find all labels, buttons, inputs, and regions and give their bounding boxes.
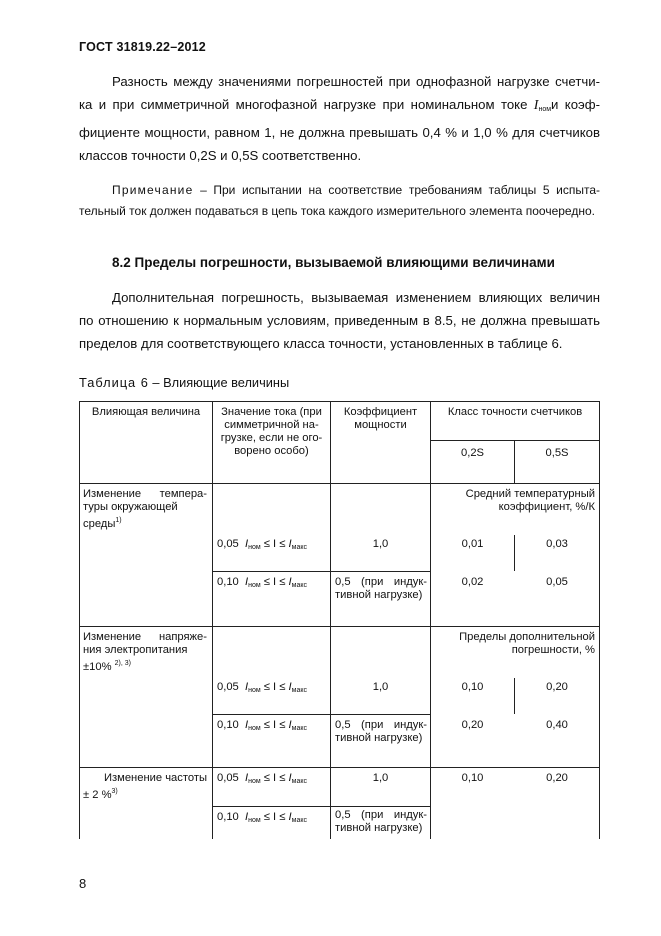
group-2-row-1-current: 0,05 $I_{ном} \le I \le I_{макс}$ [217, 681, 307, 694]
table-caption: Таблица 6 – Влияющие величины [79, 375, 290, 390]
header-power-factor: Коэффициент мощности [343, 406, 418, 431]
page-number: 8 [79, 876, 87, 891]
group-2-row-2-current: 0,10 $I_{ном} \le I \le I_{макс}$ [217, 719, 307, 732]
document-header: ГОСТ 31819.22–2012 [79, 40, 206, 54]
group-3-row-1-current: 0,05 $I_{ном} \le I \le I_{макс}$ [217, 772, 307, 785]
group-1-row-2-class-02s: 0,02 [461, 576, 484, 588]
header-bottom-line [79, 483, 600, 484]
group-3-row-1-pf: 1,0 [372, 772, 389, 784]
group-2-row-2-pf: 0,5 (при индук- тивной нагрузке) [335, 719, 427, 744]
paragraph-2 [79, 286, 600, 355]
table-border-right [599, 401, 600, 839]
paragraph-1-line-4: классов точности 0,2S и 0,5S соответственно. [79, 148, 362, 163]
group-2-note-ref: 2), 3) [114, 660, 131, 667]
group-1-row-1-class-05s: 0,03 [546, 538, 568, 550]
current-subscript: ном [538, 106, 552, 113]
paragraph-2-line-3: пределов для соответствующего класса точности, установленных в таблице 6. [79, 336, 563, 351]
note-block [79, 180, 600, 222]
group-2-unit-title: Пределы дополнительной погрешности, % [459, 631, 595, 656]
paragraph-2-line-2: по отношению к нормальным условиям, приведенным в 8.5, не должна превышать [79, 313, 600, 328]
group-2-row-1-class-05s: 0,20 [546, 681, 568, 693]
group-2-row-1-pf: 1,0 [372, 681, 389, 693]
header-class-05s: 0,5S [545, 447, 569, 459]
group-1-row-1-current: 0,05 $I_{ном} \le I \le I_{макс}$ [217, 538, 307, 551]
header-class-02s: 0,2S [460, 447, 484, 459]
header-current: Значение тока (при симметричной на- грузке, если не ого- ворено особо) [220, 406, 323, 457]
group-2-row-2-class-02s: 0,20 [461, 719, 484, 731]
group-1-note-ref: 1) [115, 517, 122, 524]
table-border-top [79, 401, 600, 402]
table-caption-word: Таблица 6 [79, 375, 149, 390]
group-3-row-2-current: 0,10 $I_{ном} \le I \le I_{макс}$ [217, 811, 307, 824]
paragraph-1 [79, 70, 600, 167]
influence-table [79, 401, 600, 839]
paragraph-2-line-1: Дополнительная погрешность, вызываемая изменением влияющих величин [112, 290, 600, 305]
group-1-row-1-class-02s: 0,01 [461, 538, 484, 550]
group-1-row-2-current: 0,10 $I_{ном} \le I \le I_{макс}$ [217, 576, 307, 589]
table-border-left [79, 401, 80, 839]
header-accuracy-class: Класс точности счетчиков [447, 406, 583, 418]
group-3-row-1-class-02s: 0,10 [461, 772, 484, 784]
group-3-row-2-pf: 0,5 (при индук- тивной нагрузке) [335, 809, 427, 834]
group-1-row-divider [212, 571, 430, 572]
group-2-quantity: Изменение напряже- ния электропитания ±10% $^{2), 3)}$ [83, 631, 207, 673]
group-1-row-1-pf: 1,0 [372, 538, 389, 550]
group-3-row-1-class-05s: 0,20 [546, 772, 568, 784]
group-2-row-2-class-05s: 0,40 [546, 719, 568, 731]
current-symbol: I [533, 98, 539, 113]
group-3-quantity: Изменение частоты ± 2 %$^{3)}$ [83, 772, 207, 801]
note-label: Примечание [112, 183, 194, 197]
group-2-row-divider [212, 714, 430, 715]
header-quantity: Влияющая величина [91, 406, 201, 418]
table-col-divider-1 [212, 401, 213, 839]
group-3-row-divider [212, 806, 430, 807]
paragraph-1-line-3: фициенте мощности, равном 1, не должна превышать 0,4 % и 1,0 % для счетчиков [79, 125, 600, 140]
group-1-bottom-line [79, 626, 600, 627]
paragraph-1-line-1: Разность между значениями погрешностей при однофазной нагрузке счетчи- [112, 74, 600, 89]
group-1-row-2-pf: 0,5 (при индук- тивной нагрузке) [335, 576, 427, 601]
group-1-row-2-class-05s: 0,05 [546, 576, 568, 588]
note-line-2: тельный ток должен подаваться в цепь тока каждого измерительного элемента поочередно. [79, 204, 595, 218]
group-1-unit-title: Средний температурный коэффициент, %/К [465, 488, 595, 513]
note-line-1: Примечание – При испытании на соответствие требованиям таблицы 5 испыта- [112, 183, 600, 197]
class-header-underline [430, 440, 600, 441]
group-2-row-1-class-02s: 0,10 [461, 681, 484, 693]
section-title: 8.2 Пределы погрешности, вызываемой влияющими величинами [112, 255, 555, 270]
group-1-quantity: Изменение темпера- туры окружающей среды$^{1)}$ [83, 488, 207, 530]
group-2-bottom-line [79, 767, 600, 768]
paragraph-1-line-2: ка и при симметричной многофазной нагрузке при номинальном токе $I_{ном}и$ коэф- [79, 97, 600, 113]
group-3-note-ref: 3) [111, 788, 118, 795]
